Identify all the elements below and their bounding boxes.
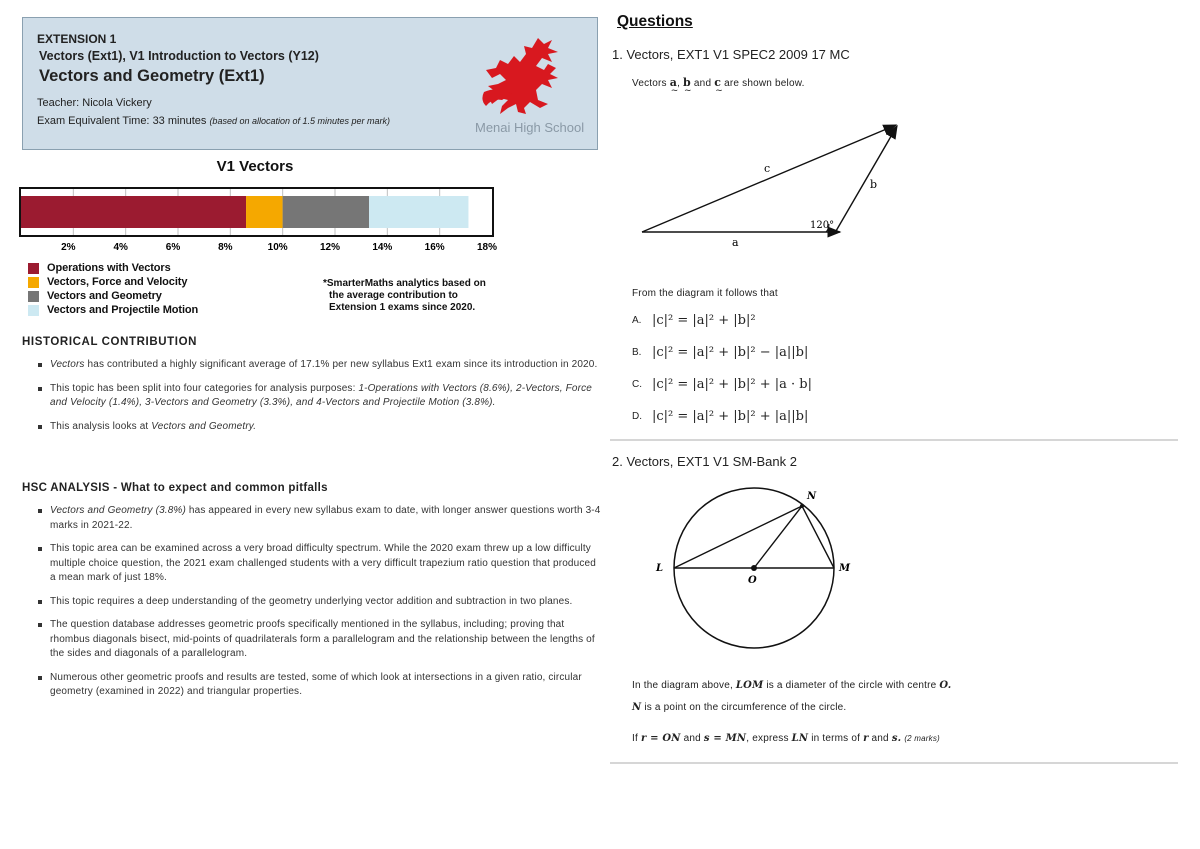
q2-text: is a point on the circumference of the circle.	[644, 702, 847, 713]
q2-math: s = MN	[703, 733, 747, 744]
legend-label: Vectors and Geometry	[47, 290, 162, 302]
vector-triangle-diagram	[636, 116, 911, 251]
list-item: The question database addresses geometric proofs specifically mentioned in the syllabus, including; proving that rhombus diagonals bisect, mid-points of quadrilaterals form a parallelogram and the relationship between the lengths of the sides and diagonals of a parallelogram.	[36, 618, 602, 662]
topic-subtitle: Vectors (Ext1), V1 Introduction to Vectors (Y12)	[39, 49, 319, 63]
option-expression: |c|² = |a|² + |b|² − |a||b|	[652, 345, 809, 360]
bar-segment-3	[283, 196, 369, 228]
legend-item	[28, 303, 198, 317]
label-a: a	[732, 236, 739, 249]
hsc-analysis-heading: HSC ANALYSIS - What to expect and common pitfalls	[22, 482, 328, 494]
exam-time-note: (based on allocation of 1.5 minutes per mark)	[209, 116, 391, 126]
label-c: c	[764, 162, 771, 175]
tick-label: 12%	[319, 242, 341, 253]
marks-label: (2 marks)	[904, 734, 940, 743]
topic-title: Vectors and Geometry (Ext1)	[39, 67, 265, 85]
question-2-title[interactable]: 2. Vectors, EXT1 V1 SM-Bank 2	[612, 454, 797, 469]
legend-label: Vectors and Projectile Motion	[47, 304, 199, 316]
tick-label: 10%	[267, 242, 288, 253]
intro-text: and	[693, 78, 712, 89]
questions-heading: Questions	[617, 13, 693, 30]
tick-label: 2%	[61, 242, 76, 253]
circle-diagram	[646, 486, 866, 656]
option-expression: |c|² = |a|² + |b|² + |a · b|	[652, 377, 812, 392]
label-l: L	[656, 563, 664, 574]
legend-item	[28, 275, 198, 289]
bullet-text: has appeared in every new syllabus exam to date, with longer answer questions worth 3-4 marks in 2021-22.	[50, 505, 601, 531]
q2-math: s.	[891, 733, 902, 744]
q2-math: LOM	[735, 680, 764, 691]
q2-text: and	[683, 733, 701, 744]
vector-c: c ~	[714, 76, 721, 89]
question-2-line-2	[632, 702, 846, 713]
q2-math: N	[632, 702, 642, 713]
tick-label: 18%	[476, 242, 498, 253]
q2-math: O.	[939, 680, 952, 691]
school-name: Menai High School	[475, 120, 585, 135]
list-item	[36, 358, 602, 373]
question-divider	[610, 762, 1178, 764]
list-item	[36, 504, 602, 533]
tick-label: 16%	[424, 242, 445, 253]
label-o: O	[748, 575, 757, 586]
tick-label: 14%	[372, 242, 393, 253]
historical-bullets	[36, 358, 602, 443]
exam-time-value: 33 minutes	[152, 115, 207, 127]
option-expression: |c|² = |a|² + |b|² + |a||b|	[652, 409, 809, 424]
option-d[interactable]	[632, 409, 808, 424]
chart-bars	[21, 196, 468, 228]
option-b[interactable]	[632, 345, 808, 360]
point-n	[800, 504, 804, 508]
legend-swatch	[28, 263, 39, 274]
question-divider	[610, 439, 1178, 441]
bullet-italic: 1-Operations with Vectors (8.6%), 2-Vectors, Force and Velocity (1.4%), 3-Vectors and Geometry (3.3%), and 4-Vectors and Projectile Motion (3.8%).	[50, 382, 592, 408]
bullet-text: This topic has been split into four categories for analysis purposes:	[50, 382, 359, 394]
question-2-line-3	[632, 733, 940, 744]
q2-text: in terms of	[811, 733, 861, 744]
chart-footnote	[323, 278, 486, 314]
tick-label: 4%	[113, 242, 128, 253]
topic-header-box	[22, 17, 598, 150]
intro-text: Vectors	[632, 78, 667, 89]
q2-math: r	[863, 733, 869, 744]
angle-label: 120°	[810, 220, 835, 231]
q2-text: , express	[746, 733, 789, 744]
question-1-title[interactable]: 1. Vectors, EXT1 V1 SPEC2 2009 17 MC	[612, 47, 850, 62]
option-label: D.	[632, 411, 642, 422]
stacked-bar-chart	[18, 184, 498, 254]
tick-label: 6%	[165, 242, 181, 253]
question-1-follows: From the diagram it follows that	[632, 288, 778, 299]
vector-b: b ~	[683, 76, 691, 89]
tick-label: 8%	[218, 242, 233, 253]
footnote-line: the average contribution to	[329, 290, 458, 301]
teacher-line	[37, 97, 152, 109]
legend-label: Vectors, Force and Velocity	[47, 276, 188, 288]
chart-legend	[28, 261, 198, 317]
q2-text: If	[632, 733, 638, 744]
bullet-text: This analysis looks at	[50, 420, 152, 432]
question-2-line-1	[632, 680, 951, 691]
option-c[interactable]	[632, 377, 812, 392]
option-expression: |c|² = |a|² + |b|²	[652, 313, 756, 328]
q2-text: and	[871, 733, 889, 744]
legend-swatch	[28, 291, 39, 302]
label-n: N	[807, 491, 817, 502]
intro-text: are shown below.	[724, 78, 805, 89]
vector-c-arrow	[642, 125, 896, 232]
legend-item	[28, 261, 198, 275]
list-item: This topic area can be examined across a very broad difficulty spectrum. While the 2020 exam threw up a low difficulty multiple choice question, the 2021 exam challenged students with a very difficult trapezium ratio question that produced a mean mark of just 18%.	[36, 542, 602, 586]
list-item: This topic requires a deep understanding of the geometry underlying vector addition and subtraction in two planes.	[36, 595, 602, 610]
chart-title: V1 Vectors	[216, 158, 294, 175]
label-b: b	[870, 178, 878, 191]
label-m: M	[839, 563, 851, 574]
legend-swatch	[28, 305, 39, 316]
vector-a: a ~	[670, 76, 677, 89]
exam-time-label: Exam Equivalent Time:	[37, 115, 150, 127]
historical-heading: HISTORICAL CONTRIBUTION	[22, 336, 198, 348]
legend-item	[28, 289, 198, 303]
legend-swatch	[28, 277, 39, 288]
bar-segment-4	[369, 196, 468, 228]
footnote-line: Extension 1 exams since 2020.	[329, 302, 476, 313]
option-label: A.	[632, 315, 642, 326]
list-item: Numerous other geometric proofs and results are tested, some of which look at intersections in a given ratio, circular geometry (examined in 2022) and triangular properties.	[36, 671, 602, 700]
vector-b-arrow	[836, 126, 897, 231]
bar-segment-1	[21, 196, 246, 228]
hsc-bullets	[36, 504, 602, 709]
q2-text: is a diameter of the circle with centre	[766, 680, 937, 691]
option-label: B.	[632, 347, 642, 358]
footnote-line: *SmarterMaths analytics based on	[323, 278, 486, 289]
option-a[interactable]	[632, 313, 756, 328]
centre-point	[751, 565, 757, 571]
extension-label: EXTENSION 1	[37, 32, 117, 46]
list-item	[36, 382, 602, 411]
bar-segment-2	[246, 196, 283, 228]
q2-math: r = ON	[640, 733, 681, 744]
list-item	[36, 420, 602, 435]
teacher-label: Teacher:	[37, 97, 80, 109]
option-label: C.	[632, 379, 642, 390]
bullet-italic: Vectors and Geometry.	[151, 420, 257, 432]
radius-on	[754, 506, 802, 568]
q2-text: In the diagram above,	[632, 680, 733, 691]
chord-mn	[802, 506, 834, 568]
bullet-italic: Vectors	[50, 359, 85, 370]
chart-tick-labels	[61, 242, 497, 253]
teacher-name: Nicola Vickery	[82, 97, 152, 109]
bullet-italic: Vectors and Geometry (3.8%)	[50, 505, 186, 516]
welsh-dragon-logo	[478, 34, 564, 116]
legend-label: Operations with Vectors	[47, 262, 171, 274]
question-1-intro: Vectors a ~, b ~ and c ~ are shown below.	[632, 76, 805, 89]
bullet-text: has contributed a highly significant average of 17.1% per new syllabus Ext1 exam since its introduction in 2020.	[84, 359, 598, 370]
q2-math: LN	[791, 733, 809, 744]
exam-time-line	[37, 115, 390, 127]
